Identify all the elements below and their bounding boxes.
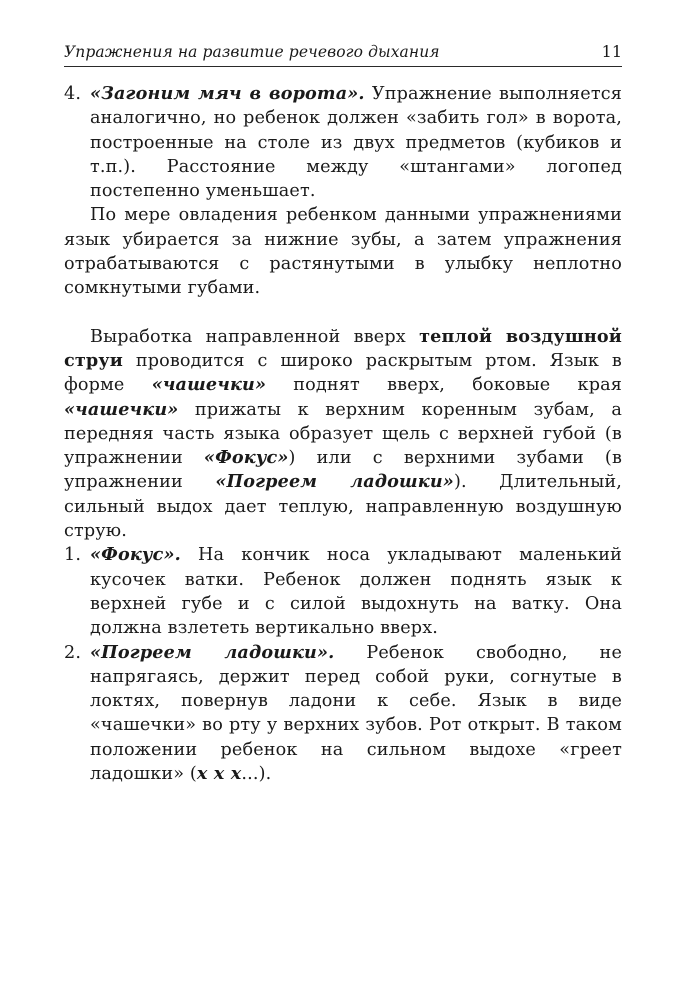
text-run: проводится с широко раскрытым ртом. Язык в форме bbox=[64, 350, 622, 396]
text-run: ). Длительный, сильный выдох дает теплую, направленную воздушную струю. bbox=[64, 472, 622, 542]
exercise-text bbox=[90, 82, 622, 203]
paragraph: По мере овладения ребенком данными упражнениями язык убирается за нижние зубы, а затем упражнения отрабатываются с растянутыми в улыбку неплотно сомкнутыми губами. bbox=[64, 205, 622, 299]
exercise-description: На кончик носа укладывают маленький кусочек ватки. Ребенок должен поднять язык к верхней губе и с силой выдохнуть на ватку. Она должна взлететь вертикально вверх. bbox=[90, 545, 622, 639]
exercise-2 bbox=[64, 641, 622, 787]
exercise-text bbox=[90, 641, 622, 787]
bold-term: теплой воздушной струи bbox=[64, 325, 622, 371]
exercise-1 bbox=[64, 543, 622, 640]
italic-term: «Погреем ладошки» bbox=[215, 471, 454, 493]
italic-term: «чашечки» bbox=[64, 398, 179, 420]
exercise-title: «Погреем ладошки». bbox=[90, 641, 335, 663]
text-run: Выработка направленной вверх bbox=[90, 326, 420, 347]
exercise-description: Ребенок свободно, не напрягаясь, держит перед собой руки, согнутые в локтях, повернув ладони к себе. Язык в виде «чашечки» во рту у верхних зубов. Рот открыт. В таком положении ребенок на сильном выдохе «греет ладошки» ( bbox=[90, 642, 623, 785]
exercise-number: 1. bbox=[64, 545, 82, 566]
text-run: ...). bbox=[241, 764, 272, 785]
text-run: ) или с верхними зубами (в упражнении bbox=[64, 448, 622, 493]
italic-term: «чашечки» bbox=[151, 374, 267, 396]
page-body bbox=[64, 82, 622, 786]
exercise-description: Упражнение выполняется аналогично, но ребенок должен «забить гол» в ворота, построенные на столе из двух предметов (кубиков и т.п.). Расстояние между «штангами» логопед постепенно уменьшает. bbox=[90, 84, 622, 202]
italic-term: «Фокус» bbox=[203, 447, 289, 469]
paragraph bbox=[64, 325, 622, 544]
exercise-title: «Загоним мяч в ворота». bbox=[90, 83, 365, 104]
text-run: поднят вверх, боковые края bbox=[266, 375, 623, 396]
page-number: 11 bbox=[601, 42, 622, 61]
exercise-number: 4. bbox=[64, 84, 82, 104]
spacer bbox=[64, 301, 622, 325]
exercise-text bbox=[90, 543, 622, 640]
text-run: прижаты к верхним коренным зубам, а передняя часть языка образует щель с верхней губой (в упражнении bbox=[64, 399, 622, 469]
exercise-4 bbox=[64, 82, 622, 203]
exercise-title: «Фокус». bbox=[90, 544, 181, 566]
running-header bbox=[64, 40, 622, 67]
exercise-number: 2. bbox=[64, 642, 82, 663]
sound-notation: х х х bbox=[196, 763, 242, 785]
running-title: Упражнения на развитие речевого дыхания bbox=[64, 43, 440, 61]
